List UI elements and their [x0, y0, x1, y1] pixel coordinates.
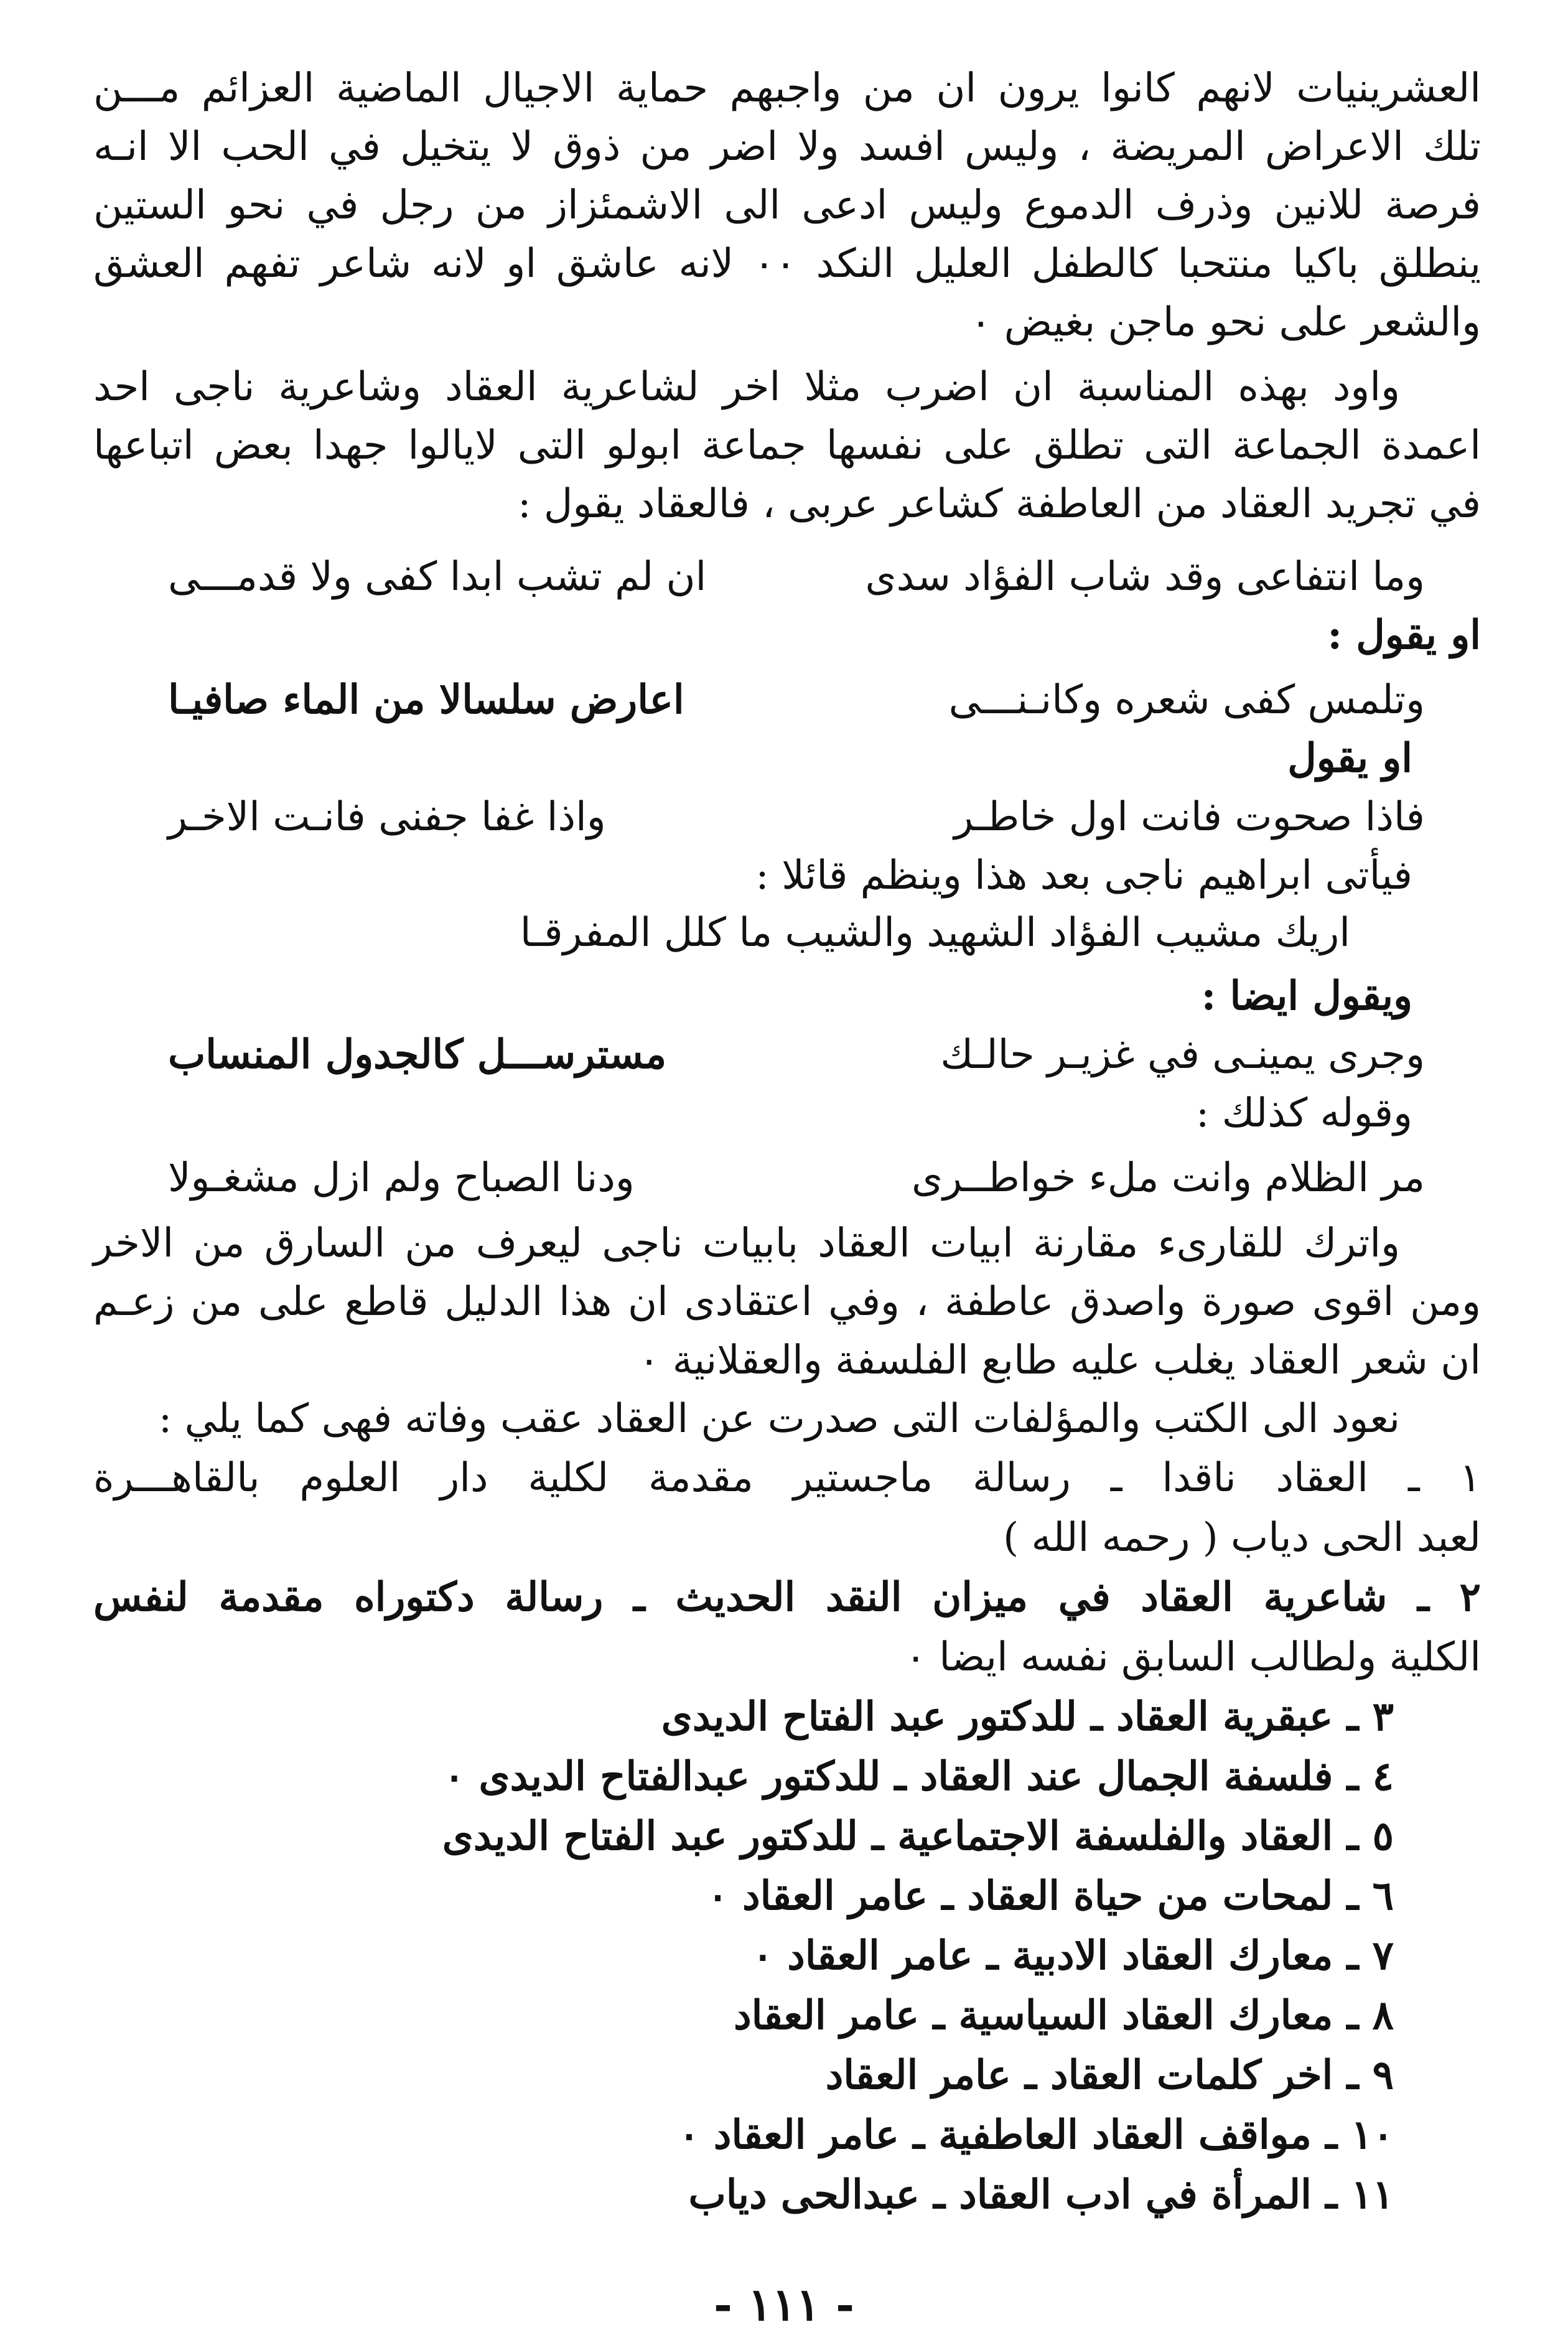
- verse-first-hemistich: وجرى يمينـى في غزيـر حالـك: [940, 1032, 1425, 1078]
- verse-second-hemistich: ان لم تشب ابدا كفى ولا قدمـــى: [168, 554, 707, 600]
- text-line: ومن اقوى صورة واصدق عاطفة ، وفي اعتقادى ان هذا الدليل قاطع على من زعـم: [93, 1279, 1481, 1325]
- text-line: اعمدة الجماعة التى تطلق على نفسها جماعة ابولو التى لايالوا جهدا بعض اتباعها: [93, 423, 1481, 469]
- text-line: نعود الى الكتب والمؤلفات التى صدرت عن العقاد عقب وفاته فهى كما يلي :: [158, 1396, 1400, 1442]
- verse-line: [93, 787, 1481, 847]
- list-item: ٢ ـ شاعرية العقاد في ميزان النقد الحديث ـ رسالة دكتوراه مقدمة لنفس: [93, 1574, 1482, 1621]
- verse-second-hemistich: مسترســـل كالجدول المنساب: [168, 1031, 667, 1078]
- verse-single-line: اريك مشيب الفؤاد الشهيد والشيب ما كلل المفرقـا: [520, 910, 1350, 956]
- paragraph-books-intro: [93, 1390, 1481, 1448]
- paragraph-comparison: [93, 358, 1481, 533]
- verse-line: [93, 547, 1481, 607]
- verse-line: [93, 1025, 1481, 1085]
- verse-second-hemistich: ودنا الصباح ولم ازل مشغـولا: [168, 1155, 635, 1201]
- verse-second-hemistich: واذا غفا جفنى فانـت الاخـر: [168, 794, 606, 840]
- verse-first-hemistich: مر الظلام وانت ملء خواطــرى: [912, 1155, 1425, 1201]
- list-item: ٦ ـ لمحات من حياة العقاد ـ عامر العقاد ٠: [707, 1873, 1394, 1919]
- text-line: فرصة للانين وذرف الدموع وليس ادعى الى الاشمئزاز من رجل في نحو الستين: [93, 182, 1481, 228]
- list-item: ٤ ـ فلسفة الجمال عند العقاد ـ للدكتور عبدالفتاح الديدى ٠: [443, 1753, 1394, 1800]
- list-item: ١١ ـ المرأة في ادب العقاد ـ عبدالحى دياب: [688, 2171, 1394, 2218]
- text-line: ان شعر العقاد يغلب عليه طابع الفلسفة والعقلانية ٠: [638, 1337, 1481, 1383]
- verse-first-hemistich: وتلمس كفى شعره وكانـنـــى: [948, 677, 1425, 723]
- list-item-continuation: لعبد الحى دياب ( رحمه الله ): [1003, 1515, 1481, 1561]
- text-line: العشرينيات لانهم كانوا يرون ان من واجبهم حماية الاجيال الماضية العزائم مـــن: [93, 65, 1481, 111]
- books-list: [93, 1448, 1481, 2225]
- text-line: ينطلق باكيا منتحبا كالطفل العليل النكد ٠٠ لانه عاشق او لانه شاعر تفهم العشق: [93, 241, 1482, 287]
- verse-intro-text: فيأتى ابراهيم ناجى بعد هذا وينظم قائلا :: [755, 853, 1412, 899]
- list-item: ٧ ـ معارك العقاد الادبية ـ عامر العقاد ٠: [752, 1932, 1394, 1979]
- text-line: واود بهذه المناسبة ان اضرب مثلا اخر لشاعرية العقاد وشاعرية ناجى احد: [93, 364, 1400, 410]
- page-number: - ١١١ -: [714, 2278, 854, 2331]
- text-line: تلك الاعراض المريضة ، وليس افسد ولا اضر من ذوق لا يتخيل في الحب الا انـه: [93, 124, 1481, 170]
- list-item: ١٠ ـ مواقف العقاد العاطفية ـ عامر العقاد ٠: [678, 2112, 1394, 2158]
- verse-label: وقوله كذلك :: [1195, 1090, 1412, 1136]
- text-line: في تجريد العقاد من العاطفة كشاعر عربى ، فالعقاد يقول :: [517, 481, 1481, 527]
- list-item: ٥ ـ العقاد والفلسفة الاجتماعية ـ للدكتور عبد الفتاح الديدى: [442, 1813, 1394, 1860]
- paragraph-intro: [93, 59, 1481, 352]
- verse-label: ويقول ايضا :: [1201, 973, 1412, 1019]
- list-item-continuation: الكلية ولطالب السابق نفسه ايضا ٠: [905, 1634, 1481, 1680]
- list-item: ١ ـ العقاد ناقدا ـ رسالة ماجستير مقدمة لكلية دار العلوم بالقاهـــرة: [93, 1455, 1482, 1501]
- verse-line: [93, 1148, 1481, 1208]
- text-line: واترك للقارىء مقارنة ابيات العقاد بابيات ناجى ليعرف من السارق من الاخر: [93, 1220, 1401, 1266]
- list-item: ٩ ـ اخر كلمات العقاد ـ عامر العقاد: [825, 2052, 1394, 2099]
- verse-label: او يقول :: [1327, 612, 1481, 658]
- verse-first-hemistich: وما انتفاعى وقد شاب الفؤاد سدى: [865, 554, 1425, 600]
- verse-second-hemistich: اعارض سلسالا من الماء صافيـا: [168, 676, 684, 723]
- verse-label: او يقول: [1287, 735, 1412, 782]
- verse-line: [93, 670, 1481, 730]
- verse-first-hemistich: فاذا صحوت فانت اول خاطـر: [954, 794, 1425, 840]
- list-item: ٣ ـ عبقرية العقاد ـ للدكتور عبد الفتاح الديدى: [661, 1693, 1394, 1740]
- text-line: والشعر على نحو ماجن بغيض ٠: [970, 299, 1481, 345]
- paragraph-conclusion: [93, 1214, 1481, 1390]
- list-item: ٨ ـ معارك العقاد السياسية ـ عامر العقاد: [734, 1992, 1394, 2039]
